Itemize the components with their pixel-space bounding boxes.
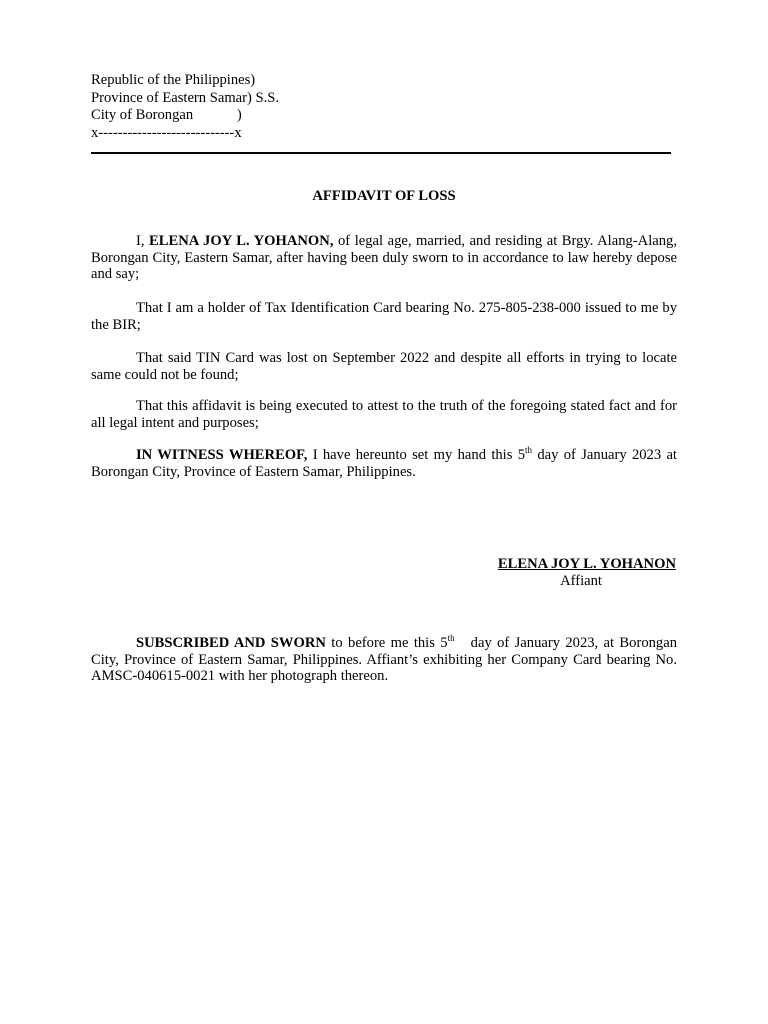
document-title: AFFIDAVIT OF LOSS bbox=[312, 188, 456, 204]
caption-line-province: Province of Eastern Samar) S.S. bbox=[91, 89, 280, 106]
jurat-bold: SUBSCRIBED AND SWORN bbox=[136, 635, 326, 651]
horizontal-rule bbox=[91, 152, 671, 154]
signature-block bbox=[440, 556, 676, 590]
signature-role: Affiant bbox=[560, 573, 602, 589]
identity-rest: of legal age, married, and residing at Brgy. Alang-Alang, Borongan City, Eastern Samar, after having been duly sworn to in accordance to law hereby depose and say; bbox=[91, 233, 677, 283]
paragraph-identity bbox=[91, 233, 677, 283]
witness-text-a: I have hereunto set my hand this 5 bbox=[307, 447, 526, 463]
paragraph-tin-holder: That I am a holder of Tax Identification Card bearing No. 275-805-238-000 issued to me by the BIR; bbox=[91, 300, 677, 333]
jurat-text-a: to before me this 5 bbox=[325, 635, 448, 651]
witness-text-b: day of January 2023 at Borongan City, Province of Eastern Samar, Philippines. bbox=[91, 447, 677, 480]
identity-lead: I, bbox=[136, 233, 150, 249]
caption-line-city: City of Borongan ) bbox=[91, 107, 242, 123]
paragraph-tin-lost: That said TIN Card was lost on September 2022 and despite all efforts in trying to locate same could not be found; bbox=[91, 350, 677, 383]
witness-bold: IN WITNESS WHEREOF, bbox=[136, 447, 308, 463]
witness-ordinal: th bbox=[525, 445, 533, 455]
venue-caption bbox=[91, 72, 279, 142]
signature-name: ELENA JOY L. YOHANON bbox=[497, 556, 676, 572]
caption-line-separator: x----------------------------x bbox=[91, 124, 242, 141]
paragraph-purpose: That this affidavit is being executed to attest to the truth of the foregoing stated fact and for all legal intent and purposes; bbox=[91, 398, 677, 431]
paragraph-jurat bbox=[91, 633, 681, 685]
jurat-ordinal: th bbox=[447, 633, 455, 643]
jurat-text-b: day of January 2023, at Borongan City, Province of Eastern Samar, Philippines. Affiant’s exhibiting her Company Card bearing No. AMSC-040615-0021 with her photograph thereon. bbox=[91, 635, 681, 685]
paragraph-witness bbox=[91, 447, 677, 480]
caption-line-republic: Republic of the Philippines) bbox=[91, 72, 256, 88]
affiant-name-bold: ELENA JOY L. YOHANON, bbox=[149, 233, 334, 249]
